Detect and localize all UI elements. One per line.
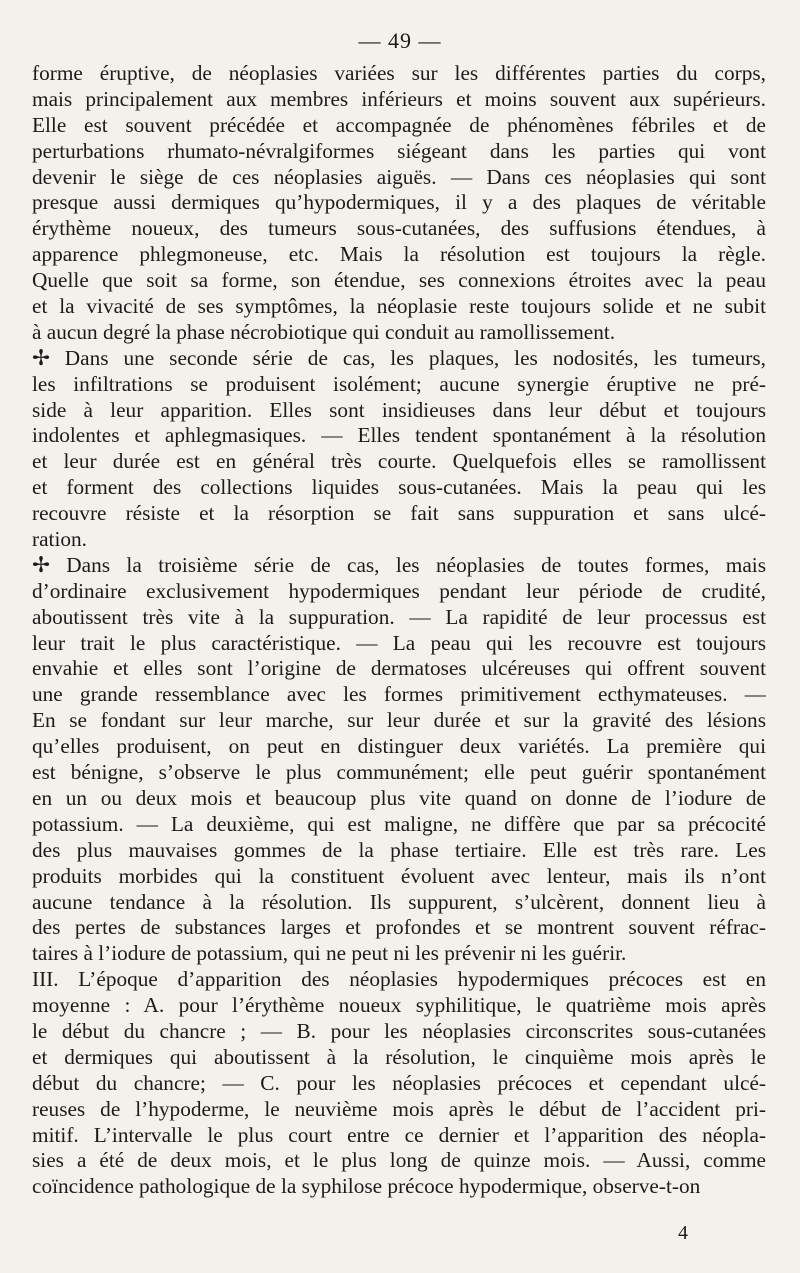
text-line: presque aussi dermiques qu’hypodermiques, il y a des plaques de véritable (32, 190, 766, 215)
text-line: forme éruptive, de néoplasies variées sur les différentes parties du corps, (32, 61, 766, 85)
text-line: coïncidence pathologique de la syphilose précoce hypodermique, observe-t-on (32, 1174, 701, 1199)
text-line: à aucun degré la phase nécrobiotique qui conduit au ramollissement. (32, 319, 616, 344)
text-line: aucune tendance à la résolution. Ils suppurent, s’ulcèrent, donnent lieu à (32, 889, 766, 914)
text-line: moyenne : A. pour l’érythème noueux syphilitique, le quatrième mois après (32, 993, 766, 1018)
text-line: en un ou deux mois et beaucoup plus vite quand on donne de l’iodure de (32, 785, 766, 810)
text-line: d’ordinaire exclusivement hypodermiques pendant leur période de crudité, (32, 578, 766, 603)
text-line: ration. (32, 527, 87, 552)
text-line: et la vivacité de ses symptômes, la néoplasie reste toujours solide et ne subit (32, 294, 766, 319)
text-line: une grande ressemblance avec les formes primitivement ecthymateuses. — (32, 682, 766, 707)
text-line: mitif. L’intervalle le plus court entre ce dernier et l’apparition des néopla- (32, 1122, 766, 1147)
text-line: Quelle que soit sa forme, son étendue, ses connexions étroites avec la peau (32, 268, 766, 293)
text-line: recouvre résiste et la résorption se fait sans suppuration et sans ulcé- (32, 501, 766, 526)
text-line: devenir le siège de ces néoplasies aiguës. — Dans ces néoplasies qui sont (32, 164, 766, 189)
body-text (32, 61, 766, 1200)
text-line: produits morbides qui la constituent évoluent avec lenteur, mais ils n’ont (32, 863, 766, 888)
text-line: ✢ Dans la troisième série de cas, les néoplasies de toutes formes, mais (32, 552, 766, 577)
text-line: et dermiques qui aboutissent à la résolution, le cinquième mois après le (32, 1044, 766, 1069)
text-line: et leur durée est en général très courte. Quelquefois elles se ramollissent (32, 449, 766, 474)
text-line: perturbations rhumato-névralgiformes siégeant dans les parties qui vont (32, 138, 766, 163)
text-line: taires à l’iodure de potassium, qui ne peut ni les prévenir ni les guérir. (32, 941, 627, 966)
text-line: potassium. — La deuxième, qui est maligne, ne diffère que par sa précocité (32, 811, 766, 836)
text-line: ✢ Dans une seconde série de cas, les plaques, les nodosités, les tumeurs, (32, 345, 766, 370)
text-line: mais principalement aux membres inférieurs et moins souvent aux supérieurs. (32, 86, 766, 111)
signature-mark: 4 (678, 1222, 688, 1244)
text-line: En se fondant sur leur marche, sur leur durée et sur la gravité des lésions (32, 708, 766, 733)
text-line: qu’elles produisent, on peut en distinguer deux variétés. La première qui (32, 734, 766, 759)
text-line: le début du chancre ; — B. pour les néoplasies circonscrites sous-cutanées (32, 1018, 766, 1043)
page-number: — 49 — (358, 28, 442, 53)
text-line: apparence phlegmoneuse, etc. Mais la résolution est toujours la règle. (32, 242, 766, 267)
text-line: side à leur apparition. Elles sont insidieuses dans leur début et toujours (32, 397, 766, 422)
text-line: Elle est souvent précédée et accompagnée de phénomènes fébriles et de (32, 112, 766, 137)
text-line: aboutissent très vite à la suppuration. — La rapidité de leur processus est (32, 604, 766, 629)
text-line: des plus mauvaises gommes de la phase tertiaire. Elle est très rare. Les (32, 837, 766, 862)
text-line: des pertes de substances larges et profondes et se montrent souvent réfrac- (32, 915, 766, 940)
text-line: envahie et elles sont l’origine de dermatoses ulcéreuses qui offrent souvent (32, 656, 766, 681)
text-line: indolentes et aphlegmasiques. — Elles tendent spontanément à la résolution (32, 423, 766, 448)
text-line: leur trait le plus caractéristique. — La peau qui les recouvre est toujours (32, 630, 766, 655)
text-line: et forment des collections liquides sous-cutanées. Mais la peau qui les (32, 475, 766, 500)
text-line: sies a été de deux mois, et le plus long de quinze mois. — Aussi, comme (32, 1148, 766, 1173)
text-line: III. L’époque d’apparition des néoplasies hypodermiques précoces est en (32, 967, 766, 992)
text-line: érythème noueux, des tumeurs sous-cutanées, des suffusions étendues, à (32, 216, 766, 241)
text-line: est bénigne, s’observe le plus communément; elle peut guérir spontanément (32, 760, 766, 785)
text-line: début du chancre; — C. pour les néoplasies précoces et cependant ulcé- (32, 1070, 766, 1095)
text-line: reuses de l’hypoderme, le neuvième mois après le début de l’accident pri- (32, 1096, 766, 1121)
text-line: les infiltrations se produisent isolément; aucune synergie éruptive ne pré- (32, 371, 766, 396)
